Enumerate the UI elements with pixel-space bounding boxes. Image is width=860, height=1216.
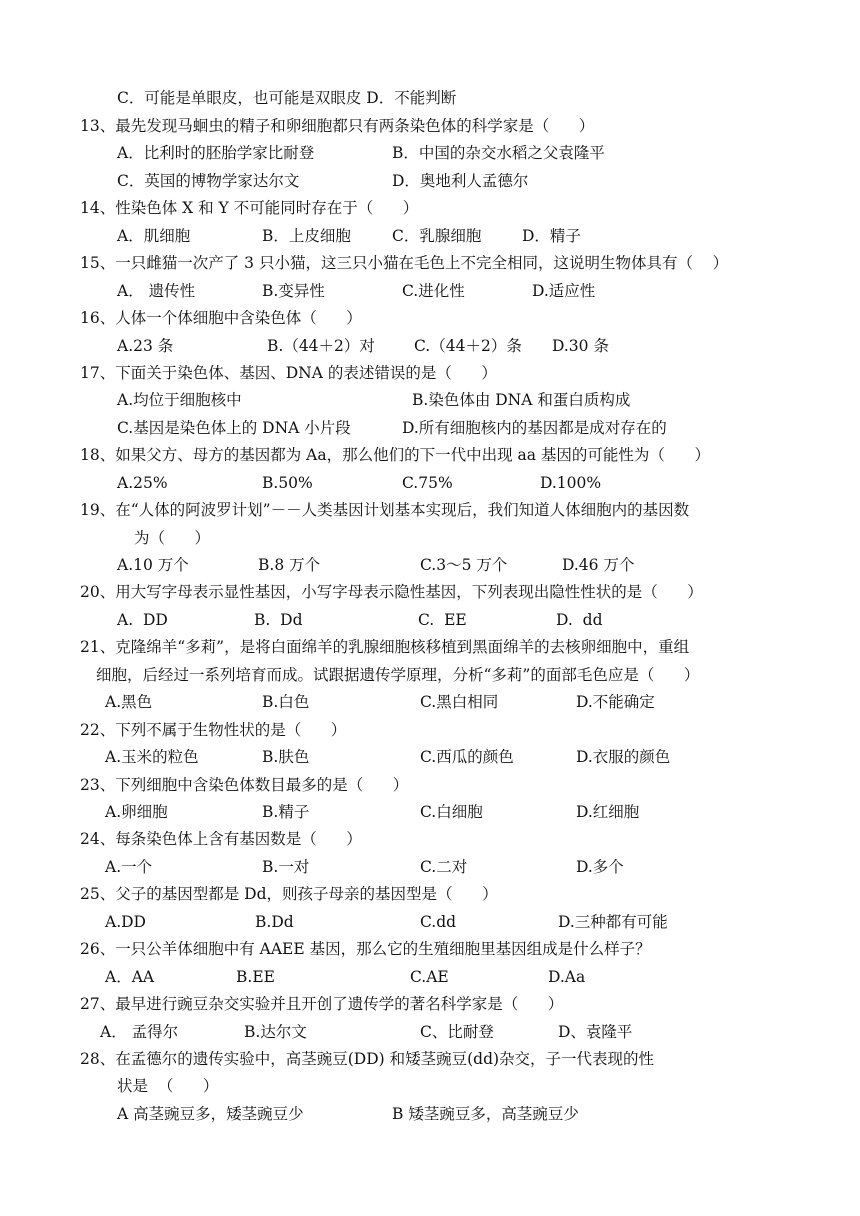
q14-option-b: B．上皮细胞 <box>262 227 351 245</box>
q18-option-c: C.75% <box>402 474 453 492</box>
q21-option-a: A.黑色 <box>105 693 153 711</box>
q17-option-a: A.均位于细胞核中 <box>117 391 242 409</box>
q27-option-b: B.达尔文 <box>244 1023 307 1041</box>
q22-option-b: B.肤色 <box>262 748 310 766</box>
q17-option-b: B.染色体由 DNA 和蛋白质构成 <box>412 391 631 409</box>
q20-stem: 20、用大写字母表示显性基因，小写字母表示隐性基因，下列表现出隐性性状的是（ ） <box>80 583 703 601</box>
q27-option-d: D、袁隆平 <box>558 1023 633 1041</box>
q26-option-a: A．AA <box>105 968 155 986</box>
q16-option-c: C.（44＋2）条 <box>414 337 522 355</box>
q24-option-a: A.一个 <box>105 858 153 876</box>
q16-option-b: B.（44＋2）对 <box>267 337 375 355</box>
q13-option-d: D．奥地利人孟德尔 <box>392 172 529 190</box>
q16-option-d: D.30 条 <box>552 337 609 355</box>
q18-option-d: D.100% <box>540 474 602 492</box>
q26-option-b: B.EE <box>236 968 275 986</box>
q14-option-c: C．乳腺细胞 <box>392 227 482 245</box>
q13-stem: 13、最先发现马蛔虫的精子和卵细胞都只有两条染色体的科学家是（ ） <box>80 117 595 135</box>
q22-option-c: C.西瓜的颜色 <box>420 748 514 766</box>
q17-option-c: C.基因是染色体上的 DNA 小片段 <box>117 419 351 437</box>
q25-stem: 25、父子的基因型都是 Dd，则孩子母亲的基因型是（ ） <box>80 885 498 903</box>
q25-option-a: A.DD <box>105 913 146 931</box>
q20-option-c: C. EE <box>418 611 467 629</box>
q28-option-a: A 高茎豌豆多，矮茎豌豆少 <box>117 1105 304 1123</box>
q25-option-b: B.Dd <box>255 913 294 931</box>
q19-stem-cont: 为（ ） <box>134 529 211 547</box>
q20-option-d: D. dd <box>556 611 603 629</box>
q20-option-a: A. DD <box>117 611 168 629</box>
q24-option-b: B.一对 <box>262 858 310 876</box>
q16-stem: 16、人体一个体细胞中含染色体（ ） <box>80 309 362 327</box>
q24-option-d: D.多个 <box>576 858 624 876</box>
q12-options-cd: C．可能是单眼皮，也可能是双眼皮 D．不能判断 <box>117 89 457 107</box>
q15-option-b: B.变异性 <box>262 282 325 300</box>
q17-option-d: D.所有细胞核内的基因都是成对存在的 <box>402 419 667 437</box>
q15-option-c: C.进化性 <box>402 282 465 300</box>
q13-option-a: A．比利时的胚胎学家比耐登 <box>117 144 315 162</box>
q23-option-a: A.卵细胞 <box>105 803 168 821</box>
q22-option-d: D.衣服的颜色 <box>576 748 671 766</box>
q19-option-d: D.46 万个 <box>562 556 635 574</box>
q19-option-c: C.3～5 万个 <box>420 556 508 574</box>
q14-option-d: D．精子 <box>522 227 581 245</box>
q23-option-c: C.白细胞 <box>420 803 483 821</box>
q26-option-d: D.Aa <box>548 968 586 986</box>
q26-option-c: C.AE <box>410 968 449 986</box>
q28-option-b: B 矮茎豌豆多，高茎豌豆少 <box>392 1105 579 1123</box>
q13-option-b: B．中国的杂交水稻之父袁隆平 <box>392 144 605 162</box>
q15-option-a: A． 遗传性 <box>117 282 196 300</box>
q21-option-b: B.白色 <box>262 693 310 711</box>
q19-stem: 19、在“人体的阿波罗计划”－－人类基因计划基本实现后，我们知道人体细胞内的基因数 <box>80 501 690 519</box>
q22-option-a: A.玉米的粒色 <box>105 748 199 766</box>
q23-option-d: D.红细胞 <box>576 803 640 821</box>
q22-stem: 22、下列不属于生物性状的是（ ） <box>80 721 347 739</box>
q15-option-d: D.适应性 <box>532 282 596 300</box>
q27-stem: 27、最早进行豌豆杂交实验并且开创了遗传学的著名科学家是（ ） <box>80 995 564 1013</box>
q17-stem: 17、下面关于染色体、基因、DNA 的表述错误的是（ ） <box>80 364 497 382</box>
q14-stem: 14、性染色体 X 和 Y 不可能同时存在于（ ） <box>80 199 419 217</box>
q25-option-c: C.dd <box>420 913 457 931</box>
q27-option-c: C、比耐登 <box>420 1023 494 1041</box>
q21-option-c: C.黑白相同 <box>420 693 499 711</box>
q21-option-d: D.不能确定 <box>576 693 655 711</box>
q20-option-b: B. Dd <box>254 611 303 629</box>
q18-option-a: A.25% <box>117 474 168 492</box>
q27-option-a: A． 孟得尔 <box>100 1023 179 1041</box>
q18-stem: 18、如果父方、母方的基因都为 Aa，那么他们的下一代中出现 aa 基因的可能性为（ ） <box>80 446 710 464</box>
q21-stem-cont: 细胞，后经过一系列培育而成。试跟据遗传学原理，分析“多莉”的面部毛色应是（ ） <box>96 666 700 684</box>
q28-stem-cont: 状是 （ ） <box>117 1077 219 1095</box>
q23-option-b: B.精子 <box>262 803 310 821</box>
q18-option-b: B.50% <box>262 474 313 492</box>
q19-option-b: B.8 万个 <box>258 556 321 574</box>
q28-stem: 28、在孟德尔的遗传实验中，高茎豌豆(DD) 和矮茎豌豆(dd)杂交，子一代表现的性 <box>80 1050 655 1068</box>
q24-stem: 24、每条染色体上含有基因数是（ ） <box>80 830 362 848</box>
q25-option-d: D.三种都有可能 <box>558 913 668 931</box>
q21-stem: 21、克隆绵羊“多莉”，是将白面绵羊的乳腺细胞核移植到黑面绵羊的去核卵细胞中，重组 <box>80 638 690 656</box>
q23-stem: 23、下列细胞中含染色体数目最多的是（ ） <box>80 776 409 794</box>
q14-option-a: A．肌细胞 <box>117 227 191 245</box>
q24-option-c: C.二对 <box>420 858 468 876</box>
q16-option-a: A.23 条 <box>117 337 174 355</box>
q15-stem: 15、一只雌猫一次产了 3 只小猫，这三只小猫在毛色上不完全相同，这说明生物体具有（ ） <box>80 254 729 272</box>
q13-option-c: C．英国的博物学家达尔文 <box>117 172 300 190</box>
q26-stem: 26、一只公羊体细胞中有 AAEE 基因，那么它的生殖细胞里基因组成是什么样子？ <box>80 940 651 958</box>
q19-option-a: A.10 万个 <box>117 556 189 574</box>
